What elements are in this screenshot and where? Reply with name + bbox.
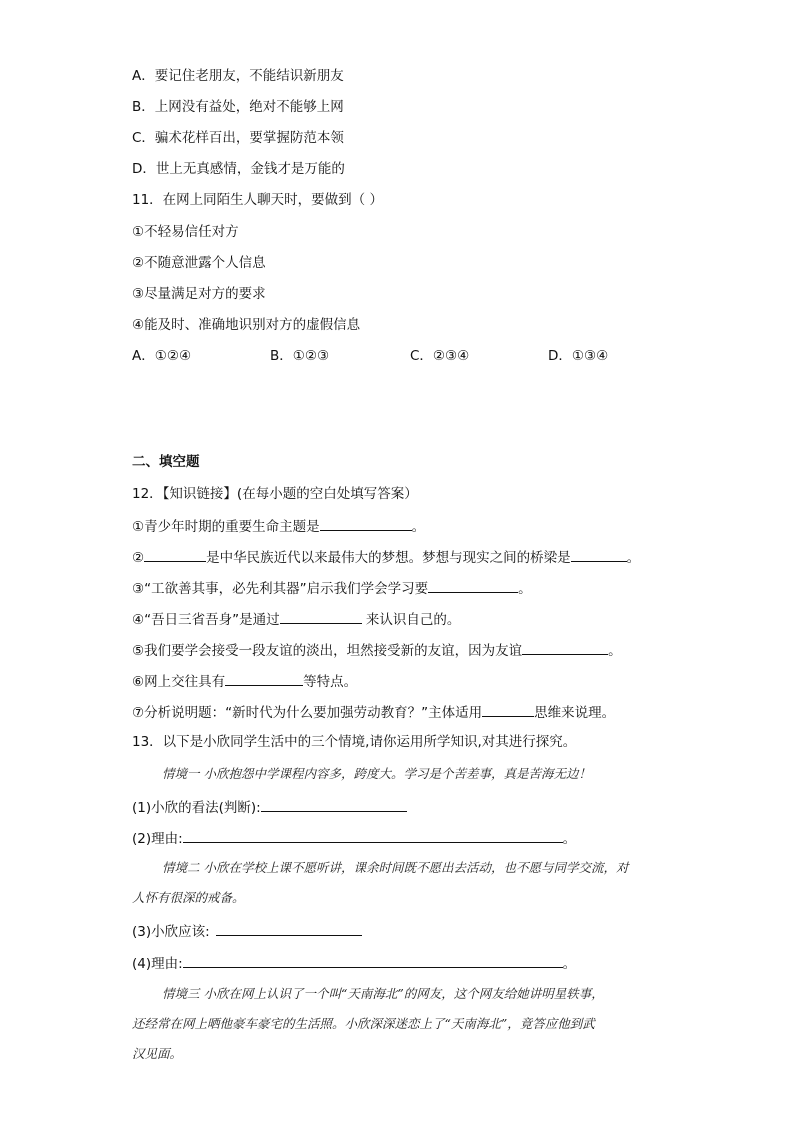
- q11-choices: [132, 346, 652, 366]
- scenario-3-line-2: 还经常在网上晒他豪车豪宅的生活照。小欣深深迷恋上了“天南海北”，竟答应他到武: [132, 1016, 595, 1031]
- text: ⑦分析说明题：“新时代为什么要加强劳动教育？”主体适用: [132, 705, 483, 721]
- text: ⑤我们要学会接受一段友谊的淡出，坦然接受新的友谊，因为友谊: [132, 643, 523, 659]
- text: (1)小欣的看法(判断):: [132, 800, 261, 816]
- text: 思维来说理。: [534, 705, 616, 721]
- text: 。: [411, 519, 426, 535]
- q11-item-3: ③尽量满足对方的要求: [132, 286, 266, 302]
- q11-item-2: ②不随意泄露个人信息: [132, 255, 266, 271]
- answer-blank[interactable]: [280, 608, 362, 624]
- text: (3)小欣应该:: [132, 924, 210, 940]
- q11-stem: 11．在网上同陌生人聊天时，要做到（ ）: [132, 192, 383, 208]
- text: 。: [518, 581, 532, 597]
- text: 。: [562, 831, 577, 847]
- text: 等特点。: [303, 674, 358, 690]
- q11-item-1: ①不轻易信任对方: [132, 224, 239, 240]
- q10-option-d: D．世上无真感情，金钱才是万能的: [132, 161, 345, 177]
- q12-line-5: [132, 639, 622, 661]
- q11-choice-c: C．②③④: [410, 348, 470, 364]
- scenario-1: 情境一 小欣抱怨中学课程内容多，跨度大。学习是个苦差事，真是苦海无边！: [162, 766, 591, 781]
- q13-part-2: [132, 827, 576, 849]
- scenario-3-line-3: 汉见面。: [132, 1046, 183, 1061]
- answer-blank[interactable]: [522, 639, 608, 655]
- text: 。: [562, 956, 577, 972]
- q13-part-3: [132, 920, 362, 942]
- q12-line-1: [132, 515, 425, 537]
- q12-line-6: [132, 670, 357, 692]
- q12-stem: 12．【知识链接】(在每小题的空白处填写答案）: [132, 486, 418, 502]
- q10-option-a: A．要记住老朋友，不能结识新朋友: [132, 68, 344, 84]
- text: 。: [608, 643, 622, 659]
- q12-line-2: [132, 546, 640, 568]
- q13-stem: 13．以下是小欣同学生活中的三个情境,请你运用所学知识,对其进行探究。: [132, 734, 577, 750]
- q11-item-4: ④能及时、准确地识别对方的虚假信息: [132, 317, 361, 333]
- text: 。: [626, 550, 641, 566]
- text: ②: [132, 550, 145, 566]
- answer-blank[interactable]: [320, 515, 412, 531]
- q12-line-7: [132, 701, 615, 723]
- text: (4)理由:: [132, 956, 183, 972]
- answer-blank[interactable]: [183, 827, 563, 843]
- scenario-2-line-1: 情境二 小欣在学校上课不愿听讲，课余时间既不愿出去活动，也不愿与同学交流，对: [162, 860, 629, 875]
- answer-blank[interactable]: [428, 577, 518, 593]
- answer-blank[interactable]: [144, 546, 206, 562]
- text: ⑥网上交往具有: [132, 674, 226, 690]
- text: ③“工欲善其事，必先利其器”启示我们学会学习要: [132, 581, 429, 597]
- answer-blank[interactable]: [261, 796, 407, 812]
- q10-option-c: C．骗术花样百出，要掌握防范本领: [132, 130, 344, 146]
- q12-line-3: [132, 577, 532, 599]
- text: (2)理由:: [132, 831, 183, 847]
- answer-blank[interactable]: [183, 952, 563, 968]
- q11-choice-a: A．①②④: [132, 348, 192, 364]
- text: 是中华民族近代以来最伟大的梦想。梦想与现实之间的桥梁是: [206, 550, 571, 566]
- section-title: 二、填空题: [132, 454, 200, 470]
- q13-part-1: [132, 796, 407, 818]
- q12-line-4: [132, 608, 460, 630]
- answer-blank[interactable]: [482, 701, 534, 717]
- q11-choice-b: B．①②③: [270, 348, 330, 364]
- text: 来认识自己的。: [361, 612, 461, 628]
- text: ④“吾日三省吾身”是通过: [132, 612, 280, 628]
- text: ①青少年时期的重要生命主题是: [132, 519, 320, 535]
- q10-option-b: B．上网没有益处，绝对不能够上网: [132, 99, 344, 115]
- answer-blank[interactable]: [225, 670, 303, 686]
- answer-blank[interactable]: [216, 920, 362, 936]
- answer-blank[interactable]: [571, 546, 627, 562]
- scenario-3-line-1: 情境三 小欣在网上认识了一个叫“天南海北”的网友，这个网友给她讲明星轶事，: [162, 986, 604, 1001]
- q13-part-4: [132, 952, 576, 974]
- q11-choice-d: D．①③④: [548, 348, 609, 364]
- scenario-2-line-2: 人怀有很深的戒备。: [132, 890, 245, 905]
